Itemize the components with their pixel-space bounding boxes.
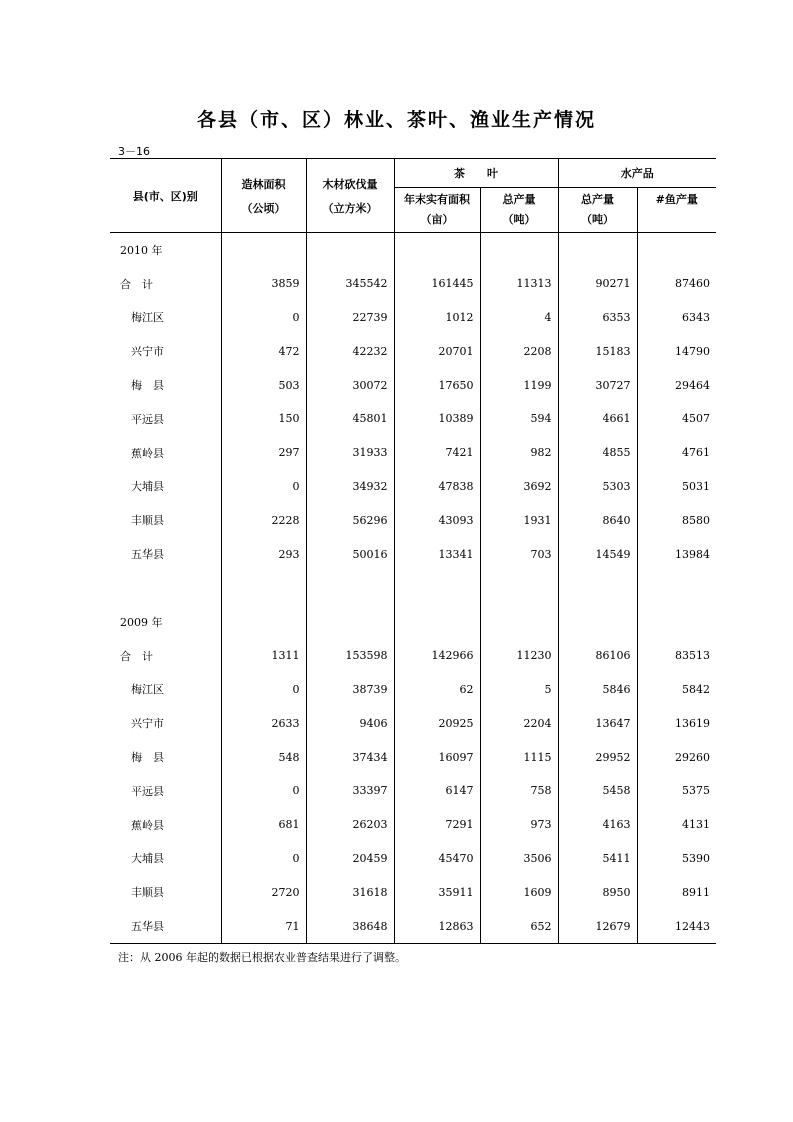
timber-value: 26203 [306,808,394,842]
region-name: 蕉岭县 [131,446,164,460]
year-row [110,605,716,639]
tea-output-value: 652 [480,909,558,943]
table-row [110,537,716,571]
table-row [110,842,716,876]
table-row [110,909,716,943]
header-timber-unit: （立方米） [322,201,378,215]
timber-value: 31618 [306,875,394,909]
header-aquatic-output-unit: （吨） [581,213,614,226]
year-row [110,233,716,267]
fish-output-value: 5375 [637,774,716,808]
afforestation-value: 0 [221,301,306,335]
header-tea-output-unit: （吨） [502,213,536,226]
aquatic-output-value: 4661 [558,402,637,436]
afforestation-value: 2633 [221,706,306,740]
tea-area-value: 17650 [394,368,480,402]
table-code: 3－16 [118,145,150,158]
aquatic-output-value: 6353 [558,301,637,335]
timber-value: 33397 [306,774,394,808]
timber-value: 9406 [306,706,394,740]
fish-output-value: 87460 [637,267,716,301]
table-row [110,639,716,673]
fish-output-value: 83513 [637,639,716,673]
fish-output-value: 13984 [637,537,716,571]
region-name: 合 计 [120,277,153,291]
region-name: 兴宁市 [131,717,164,731]
tea-output-value: 703 [480,537,558,571]
table-row [110,436,716,470]
table-row [110,301,716,335]
header-tea-output-label: 总产量 [502,193,536,206]
aquatic-output-value: 8640 [558,503,637,537]
header-timber-label: 木材砍伐量 [322,177,378,191]
tea-output-value: 1931 [480,503,558,537]
production-table [110,158,716,944]
table-row [110,706,716,740]
afforestation-value: 0 [221,470,306,504]
aquatic-output-value: 4163 [558,808,637,842]
aquatic-output-value: 5411 [558,842,637,876]
tea-output-value: 1115 [480,740,558,774]
aquatic-output-value: 29952 [558,740,637,774]
region-name: 梅江区 [131,683,164,697]
region-name: 五华县 [131,548,164,562]
tea-output-value: 2208 [480,334,558,368]
tea-area-value: 16097 [394,740,480,774]
afforestation-value: 293 [221,537,306,571]
afforestation-value: 0 [221,774,306,808]
header-tea-output [480,188,558,233]
tea-area-value: 12863 [394,909,480,943]
spacer-row [110,571,716,605]
timber-value: 50016 [306,537,394,571]
tea-area-value: 6147 [394,774,480,808]
aquatic-output-value: 14549 [558,537,637,571]
tea-output-value: 3506 [480,842,558,876]
region-name: 平远县 [131,784,164,798]
header-afforestation-label: 造林面积 [241,177,286,191]
region-name: 梅 县 [131,379,164,393]
table-row [110,774,716,808]
table-row [110,334,716,368]
page-title: 各县（市、区）林业、茶叶、渔业生产情况 [196,109,596,131]
afforestation-value: 297 [221,436,306,470]
header-aquatic-group: 水产品 [558,159,716,188]
header-fish-output [637,188,716,233]
header-timber [306,159,394,233]
afforestation-value: 2228 [221,503,306,537]
table-row [110,470,716,504]
table-body [110,233,716,944]
aquatic-output-value: 8950 [558,875,637,909]
header-region: 县(市、区)别 [132,189,198,203]
timber-value: 30072 [306,368,394,402]
timber-value: 45801 [306,402,394,436]
tea-output-value: 2204 [480,706,558,740]
header-fish-output-label: #鱼产量 [655,193,698,206]
table-row [110,875,716,909]
table-row [110,673,716,707]
tea-output-value: 1609 [480,875,558,909]
table-header [110,159,716,233]
aquatic-output-value: 5303 [558,470,637,504]
region-name: 梅 县 [131,751,164,765]
table-row [110,267,716,301]
fish-output-value: 5031 [637,470,716,504]
aquatic-output-value: 4855 [558,436,637,470]
aquatic-output-value: 12679 [558,909,637,943]
timber-value: 38739 [306,673,394,707]
header-tea-group: 茶 叶 [394,159,558,188]
timber-value: 153598 [306,639,394,673]
fish-output-value: 8911 [637,875,716,909]
tea-area-value: 13341 [394,537,480,571]
header-aquatic-output-label: 总产量 [581,193,614,206]
fish-output-value: 4507 [637,402,716,436]
fish-output-value: 8580 [637,503,716,537]
afforestation-value: 71 [221,909,306,943]
tea-output-value: 1199 [480,368,558,402]
region-name: 大埔县 [131,480,164,494]
tea-area-value: 20925 [394,706,480,740]
tea-output-value: 973 [480,808,558,842]
timber-value: 22739 [306,301,394,335]
region-name: 大埔县 [131,852,164,866]
fish-output-value: 29260 [637,740,716,774]
aquatic-output-value: 13647 [558,706,637,740]
region-name: 丰顺县 [131,514,164,528]
tea-area-value: 1012 [394,301,480,335]
timber-value: 34932 [306,470,394,504]
region-name: 丰顺县 [131,886,164,900]
fish-output-value: 29464 [637,368,716,402]
afforestation-value: 0 [221,673,306,707]
region-name: 梅江区 [131,311,164,325]
tea-output-value: 758 [480,774,558,808]
tea-area-value: 142966 [394,639,480,673]
tea-output-value: 982 [480,436,558,470]
region-name: 蕉岭县 [131,818,164,832]
fish-output-value: 14790 [637,334,716,368]
aquatic-output-value: 5846 [558,673,637,707]
year-label: 2009 年 [120,615,163,629]
tea-area-value: 10389 [394,402,480,436]
year-label: 2010 年 [120,243,163,257]
footnote: 注：从 2006 年起的数据已根据农业普查结果进行了调整。 [118,951,406,964]
region-name: 五华县 [131,920,164,934]
tea-output-value: 11230 [480,639,558,673]
aquatic-output-value: 15183 [558,334,637,368]
header-tea-area-label: 年末实有面积 [404,193,470,206]
header-afforestation-unit: （公顷） [241,201,286,215]
timber-value: 20459 [306,842,394,876]
fish-output-value: 12443 [637,909,716,943]
tea-area-value: 161445 [394,267,480,301]
aquatic-output-value: 5458 [558,774,637,808]
fish-output-value: 4131 [637,808,716,842]
region-name: 平远县 [131,412,164,426]
region-name: 兴宁市 [131,345,164,359]
tea-area-value: 47838 [394,470,480,504]
fish-output-value: 13619 [637,706,716,740]
header-afforestation [221,159,306,233]
header-aquatic-output [558,188,637,233]
tea-area-value: 7421 [394,436,480,470]
header-tea-area [394,188,480,233]
afforestation-value: 681 [221,808,306,842]
aquatic-output-value: 30727 [558,368,637,402]
timber-value: 56296 [306,503,394,537]
timber-value: 38648 [306,909,394,943]
header-tea-area-unit: （亩） [420,213,454,226]
afforestation-value: 150 [221,402,306,436]
table-row [110,368,716,402]
afforestation-value: 1311 [221,639,306,673]
timber-value: 31933 [306,436,394,470]
tea-area-value: 7291 [394,808,480,842]
tea-output-value: 594 [480,402,558,436]
afforestation-value: 503 [221,368,306,402]
tea-area-value: 43093 [394,503,480,537]
tea-area-value: 35911 [394,875,480,909]
table-row [110,808,716,842]
tea-area-value: 20701 [394,334,480,368]
tea-output-value: 5 [480,673,558,707]
timber-value: 345542 [306,267,394,301]
afforestation-value: 3859 [221,267,306,301]
tea-output-value: 4 [480,301,558,335]
aquatic-output-value: 90271 [558,267,637,301]
table-row [110,740,716,774]
table-row [110,402,716,436]
fish-output-value: 5842 [637,673,716,707]
fish-output-value: 6343 [637,301,716,335]
region-name: 合 计 [120,649,153,663]
table-row [110,503,716,537]
tea-area-value: 62 [394,673,480,707]
tea-output-value: 11313 [480,267,558,301]
fish-output-value: 5390 [637,842,716,876]
fish-output-value: 4761 [637,436,716,470]
tea-area-value: 45470 [394,842,480,876]
afforestation-value: 472 [221,334,306,368]
afforestation-value: 2720 [221,875,306,909]
aquatic-output-value: 86106 [558,639,637,673]
afforestation-value: 548 [221,740,306,774]
timber-value: 42232 [306,334,394,368]
timber-value: 37434 [306,740,394,774]
tea-output-value: 3692 [480,470,558,504]
afforestation-value: 0 [221,842,306,876]
